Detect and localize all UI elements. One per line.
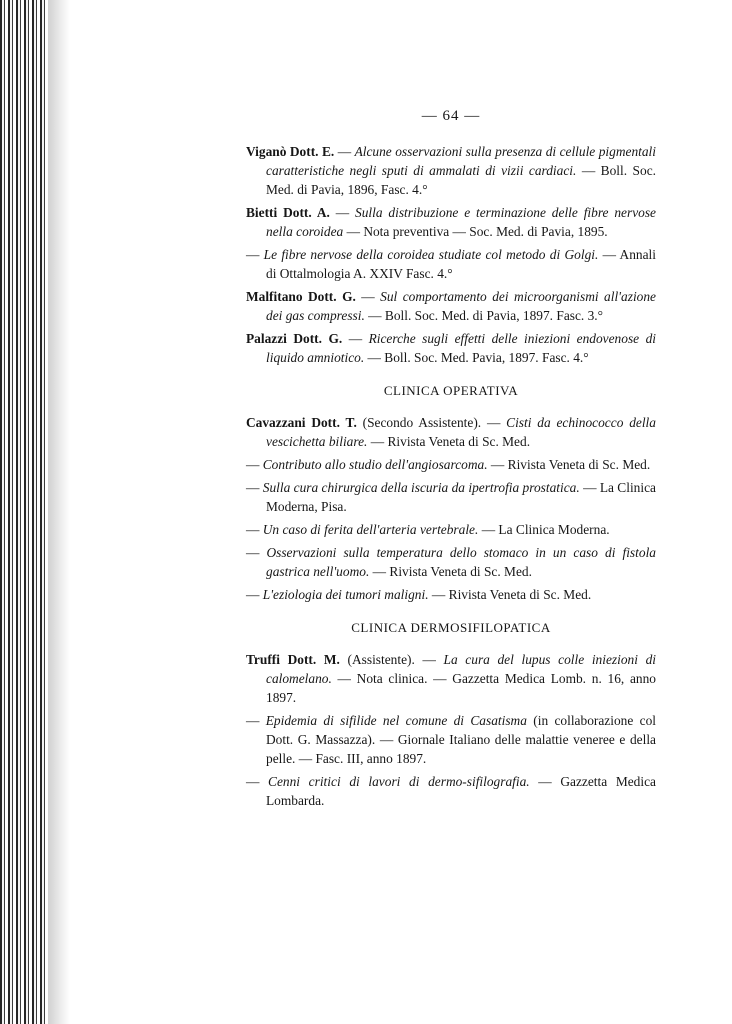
page-number: — 64 — xyxy=(421,108,481,124)
bibliography-entry xyxy=(246,711,656,768)
bibliography-entry xyxy=(246,413,656,451)
entry-source: — Gazzetta Medica Lombarda. xyxy=(266,774,656,808)
entry-title: Un caso di ferita dell'arteria vertebrale. xyxy=(262,522,479,537)
entry-source: — Boll. Soc. Med. di Pavia, 1896, Fasc. 4.° xyxy=(266,163,656,197)
entry-separator: — xyxy=(246,480,263,495)
entry-title: Epidemia di sifilide nel comune di Casatisma xyxy=(265,713,527,728)
book-binding-edge xyxy=(0,0,48,1024)
entry-separator: — xyxy=(334,144,355,159)
entry-author: Viganò Dott. E. xyxy=(246,144,335,159)
entry-title: Ricerche sugli effetti delle iniezioni endovenose di liquido amniotico. xyxy=(266,331,656,365)
section-clinica-dermosifilopatica xyxy=(246,618,656,810)
bibliography-entry xyxy=(246,245,656,283)
entry-separator: — xyxy=(342,331,369,346)
gutter-shadow xyxy=(48,0,70,1024)
bibliography-entry xyxy=(246,329,656,367)
entry-source: — Rivista Veneta di Sc. Med. xyxy=(428,587,592,602)
entry-separator: — xyxy=(246,522,263,537)
entry-title: Cisti da echinococco della vescichetta biliare. xyxy=(266,415,656,449)
section-heading: CLINICA OPERATIVA xyxy=(383,383,519,398)
entry-title: Sulla distribuzione e terminazione delle fibre nervose nella coroidea xyxy=(266,205,656,239)
bibliography-entry xyxy=(246,142,656,199)
section-heading: CLINICA DERMOSIFILOPATICA xyxy=(351,620,551,635)
section-clinica-operativa xyxy=(246,381,656,604)
bibliography-entry xyxy=(246,543,656,581)
entry-source: — Nota preventiva — Soc. Med. di Pavia, 1895. xyxy=(343,224,608,239)
entry-separator: — xyxy=(246,587,263,602)
entry-author: Palazzi Dott. G. xyxy=(246,331,343,346)
entry-separator: — xyxy=(246,713,266,728)
entry-separator: — xyxy=(246,545,267,560)
entry-source: — Nota clinica. — Gazzetta Medica Lomb. n. 16, anno 1897. xyxy=(266,671,656,705)
entry-source: — Rivista Veneta di Sc. Med. xyxy=(367,434,531,449)
entry-author: Malfitano Dott. G. xyxy=(246,289,356,304)
entry-source: — Boll. Soc. Med. di Pavia, 1897. Fasc. 3.° xyxy=(364,308,604,323)
entry-source: — Annali di Ottalmologia A. XXIV Fasc. 4.° xyxy=(266,247,656,281)
entry-separator: — xyxy=(329,205,356,220)
entry-title: Sulla cura chirurgica della iscuria da ipertrofia prostatica. xyxy=(262,480,580,495)
entry-title: L'eziologia dei tumori maligni. xyxy=(262,587,429,602)
entry-title: Sul comportamento dei microorganismi all'azione dei gas compressi. xyxy=(266,289,656,323)
bibliography-content xyxy=(246,142,656,814)
entry-title: La cura del lupus colle iniezioni di calomelano. xyxy=(266,652,656,686)
entry-author: Truffi Dott. M. xyxy=(246,652,340,667)
entry-separator: (Secondo Assistente). — xyxy=(356,415,507,430)
entry-title: Le fibre nervose della coroidea studiate col metodo di Golgi. xyxy=(263,247,599,262)
entry-author: Cavazzani Dott. T. xyxy=(246,415,357,430)
bibliography-entry xyxy=(246,478,656,516)
entry-separator: — xyxy=(246,457,263,472)
entry-author: Bietti Dott. A. xyxy=(246,205,330,220)
bibliography-entry xyxy=(246,455,656,474)
entry-separator: — xyxy=(246,247,264,262)
entry-source: (in collaborazione col Dott. G. Massazza). — Giornale Italiano delle malattie veneree e della pelle. — Fasc. III, anno 1897. xyxy=(266,713,656,766)
entry-source: — Boll. Soc. Med. Pavia, 1897. Fasc. 4.° xyxy=(364,350,589,365)
entry-separator: — xyxy=(246,774,269,789)
entry-source: — Rivista Veneta di Sc. Med. xyxy=(487,457,651,472)
entry-title: Cenni critici di lavori di dermo-sifilografia. xyxy=(268,774,530,789)
section-general xyxy=(246,142,656,367)
entry-source: — Rivista Veneta di Sc. Med. xyxy=(369,564,532,579)
bibliography-entry xyxy=(246,287,656,325)
entry-title: Osservazioni sulla temperatura dello stomaco in un caso di fistola gastrica nell'uomo. xyxy=(266,545,656,579)
entry-title: Contributo allo studio dell'angiosarcoma. xyxy=(262,457,488,472)
bibliography-entry xyxy=(246,520,656,539)
bibliography-entry xyxy=(246,650,656,707)
entry-source: — La Clinica Moderna. xyxy=(478,522,610,537)
bibliography-entry xyxy=(246,203,656,241)
entry-separator: (Assistente). — xyxy=(339,652,444,667)
entry-title: Alcune osservazioni sulla presenza di cellule pigmentali caratteristiche negli sputi di ammalati di vizii cardiaci. xyxy=(266,144,656,178)
entry-separator: — xyxy=(355,289,381,304)
bibliography-entry xyxy=(246,585,656,604)
entry-source: — La Clinica Moderna, Pisa. xyxy=(266,480,656,514)
bibliography-entry xyxy=(246,772,656,810)
